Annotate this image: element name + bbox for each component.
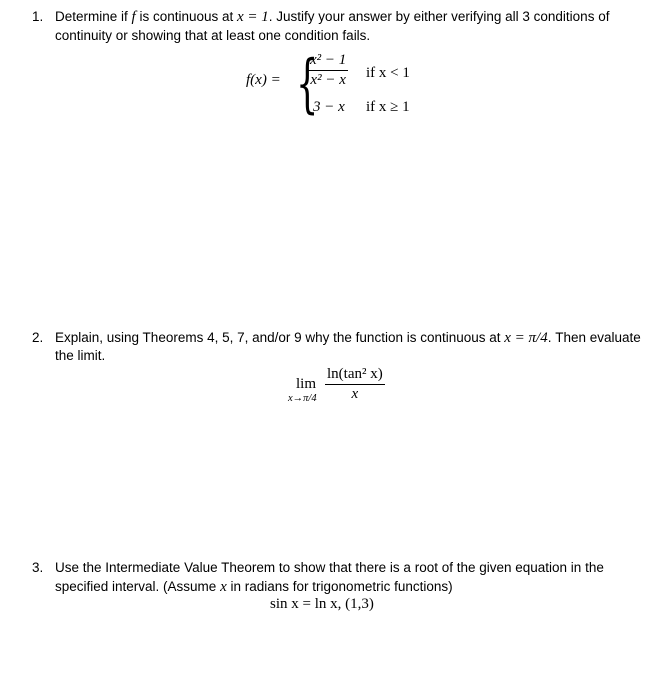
limit-fraction-bar [325,384,385,385]
limit-fraction [325,366,385,403]
problem-3-variable: x [220,579,227,595]
problem-2-text-post: . Then evaluate [547,330,641,345]
case-2-expression: 3 − x [313,99,345,115]
case-1-condition: if x < 1 [366,65,410,81]
problem-2-number: 2. [32,330,44,345]
case-1-denominator: x² − x [310,72,346,88]
case-1-numerator: x² − 1 [310,52,347,68]
case-1-fraction-bar [308,70,348,71]
problem-3-text-post: in radians for trigonometric functions) [226,579,453,594]
limit-denominator: x [351,386,359,402]
problem-3-line-2 [55,577,453,597]
limit-numerator: ln(tan² x) [327,366,383,382]
piecewise-function-label: f(x) = [246,72,281,88]
piecewise-brace: { [296,47,319,121]
case-1-fraction [308,52,348,89]
problem-1-text-post: . Justify your answer by either verifying all 3 conditions of [268,9,610,24]
problem-3-number: 3. [32,560,44,575]
problem-3-equation: sin x = ln x, (1,3) [270,596,374,612]
problem-1-number: 1. [32,9,44,24]
case-2-condition: if x ≥ 1 [366,99,410,115]
problem-2-line-2: the limit. [55,348,106,363]
problem-1-line-2: continuity or showing that at least one condition fails. [55,28,371,43]
problem-1-point: x = 1 [237,9,269,25]
problem-3-line-1: Use the Intermediate Value Theorem to show that there is a root of the given equation in the [55,560,604,575]
problem-2-text-pre: Explain, using Theorems 4, 5, 7, and/or 9 why the function is continuous at [55,330,505,345]
limit-subscript: x→π/4 [288,393,317,404]
problem-2-point: x = π/4 [504,330,548,346]
problem-2-line-1 [55,328,641,348]
problem-1-text-pre: Determine if [55,9,132,24]
limit-word: lim [296,376,317,392]
problem-3-text-pre: specified interval. (Assume [55,579,221,594]
problem-1-line-1 [55,7,609,27]
problem-1-f-symbol: f [131,9,136,25]
problem-1-text-mid: is continuous at [135,9,238,24]
